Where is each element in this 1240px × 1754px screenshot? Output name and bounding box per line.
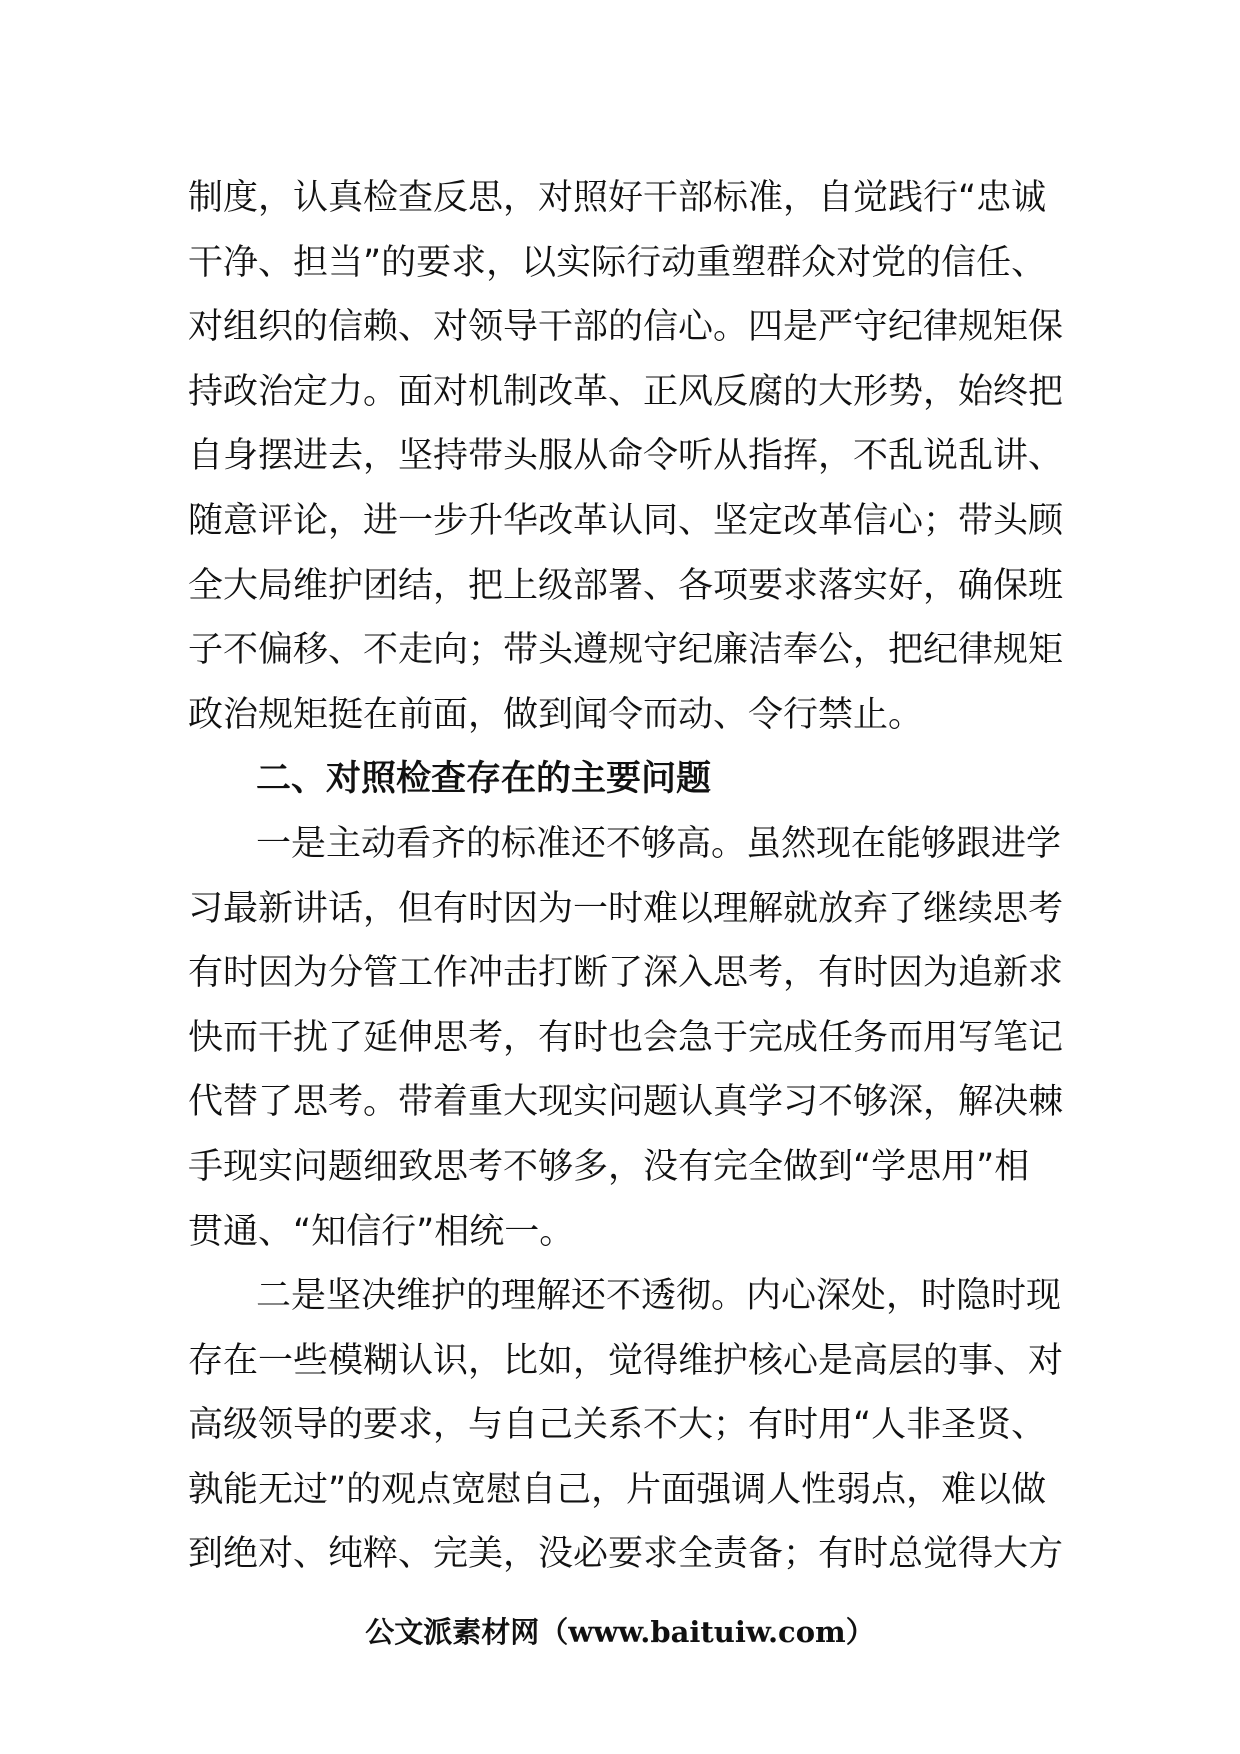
text-line: 持政治定力。面对机制改革、正风反腐的大形势，始终把 (188, 371, 1064, 412)
text-line: 随意评论，进一步升华改革认同、坚定改革信心；带头顾 (188, 500, 1064, 541)
text-line: 代替了思考。带着重大现实问题认真学习不够深，解决棘 (188, 1082, 1064, 1123)
section-heading: 二、对照检查存在的主要问题 (256, 759, 712, 800)
text-line: 政治规矩挺在前面，做到闻令而动、令行禁止。 (188, 694, 924, 735)
text-line: 子不偏移、不走向；带头遵规守纪廉洁奉公，把纪律规矩 (188, 630, 1064, 671)
text-line: 干净、担当”的要求，以实际行动重塑群众对党的信任、 (188, 242, 1047, 283)
text-line: 到绝对、纯粹、完美，没必要求全责备；有时总觉得大方 (188, 1534, 1064, 1575)
text-line: 存在一些模糊认识，比如，觉得维护核心是高层的事、对 (188, 1340, 1064, 1381)
text-line: 制度，认真检查反思，对照好干部标准，自觉践行“忠诚 (188, 178, 1047, 218)
text-line: 对组织的信赖、对领导干部的信心。四是严守纪律规矩保 (188, 307, 1064, 348)
text-line: 自身摆进去，坚持带头服从命令听从指挥，不乱说乱讲、 (188, 436, 1064, 477)
footer-watermark: 公文派素材网（www.baituiw.com） (365, 1615, 875, 1649)
text-line: 习最新讲话，但有时因为一时难以理解就放弃了继续思考 (188, 888, 1064, 929)
document-body (188, 166, 1064, 1587)
text-line: 孰能无过”的观点宽慰自己，片面强调人性弱点，难以做 (188, 1469, 1047, 1510)
text-line: 贯通、“知信行”相统一。 (188, 1211, 575, 1252)
paragraph-start-line: 二是坚决维护的理解还不透彻。内心深处，时隐时现 (256, 1276, 1062, 1317)
text-line: 全大局维护团结，把上级部署、各项要求落实好，确保班 (188, 565, 1064, 606)
text-line: 有时因为分管工作冲击打断了深入思考，有时因为追新求 (188, 953, 1064, 994)
text-line: 快而干扰了延伸思考，有时也会急于完成任务而用写笔记 (188, 1017, 1064, 1058)
text-line: 手现实问题细致思考不够多，没有完全做到“学思用”相 (188, 1146, 1030, 1187)
paragraph-start-line: 一是主动看齐的标准还不够高。虽然现在能够跟进学 (256, 823, 1062, 864)
text-line: 高级领导的要求，与自己关系不大；有时用“人非圣贤、 (188, 1405, 1047, 1446)
